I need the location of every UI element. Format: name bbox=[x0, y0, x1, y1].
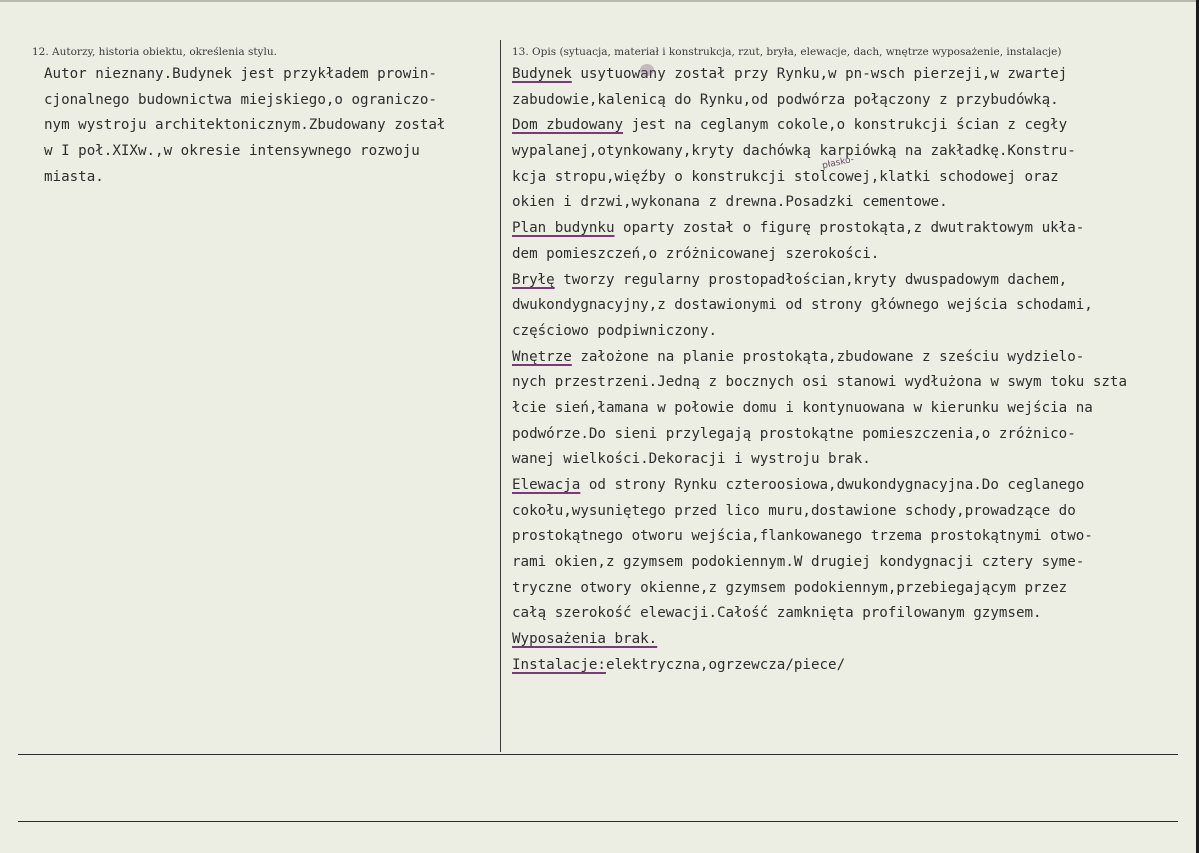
right-line bbox=[512, 165, 1192, 191]
underlined-heading: Budynek bbox=[512, 66, 572, 82]
underlined-heading: Plan budynku bbox=[512, 220, 615, 237]
left-line: Autor nieznany.Budynek jest przykładem prowin- bbox=[44, 66, 437, 82]
right-line bbox=[512, 422, 1192, 448]
right-line bbox=[512, 601, 1192, 627]
right-line bbox=[512, 473, 1192, 499]
horizontal-rule-upper bbox=[18, 754, 1178, 755]
right-line bbox=[512, 216, 1192, 242]
line-text: oparty został o figurę prostokąta,z dwutraktowym ukła- bbox=[614, 220, 1085, 237]
right-line bbox=[512, 627, 1192, 653]
underlined-heading: Wyposażenia brak. bbox=[512, 631, 658, 648]
line-text: zabudowie,kalenicą do Rynku,od podwórza połączony z przybudówką. bbox=[512, 91, 1059, 108]
underlined-heading: Instalacje: bbox=[512, 656, 606, 673]
line-text: od strony Rynku czteroosiowa,dwukondygnacyjna.Do ceglanego bbox=[580, 477, 1085, 493]
line-text: założone na planie prostokąta,zbudowane z sześciu wydzielo- bbox=[571, 348, 1085, 365]
right-line bbox=[512, 113, 1192, 139]
line-text: rami okien,z gzymsem podokiennym.W drugiej kondygnacji cztery syme- bbox=[512, 554, 1085, 571]
right-line bbox=[512, 88, 1192, 114]
line-text: podwórze.Do sieni przylegają prostokątne pomieszczenia,o zróżnico- bbox=[512, 425, 1076, 442]
line-text: elektryczna,ogrzewcza/piece/ bbox=[605, 656, 846, 673]
line-text: dwukondygnacyjny,z dostawionymi od strony głównego wejścia schodami, bbox=[512, 297, 1093, 314]
section-12-text bbox=[44, 62, 496, 190]
left-line: nym wystroju architektonicznym.Zbudowany został bbox=[44, 117, 446, 134]
line-text: prostokątnego otworu wejścia,flankowanego trzema prostokątnymi otwo- bbox=[512, 528, 1093, 545]
right-line bbox=[512, 396, 1192, 422]
line-text: tworzy regularny prostopadłościan,kryty dwuspadowym dachem, bbox=[554, 271, 1068, 288]
underlined-heading: Wnętrze bbox=[512, 348, 572, 365]
line-text: częściowo podpiwniczony. bbox=[512, 322, 717, 339]
right-line bbox=[512, 242, 1192, 268]
right-line bbox=[512, 190, 1192, 216]
line-text: usytuowany został przy Rynku,w pn-wsch pierzeji,w zwartej bbox=[571, 66, 1068, 82]
right-line bbox=[512, 653, 1192, 679]
line-text: nych przestrzeni.Jedną z bocznych osi stanowi wydłużona w swym toku szta bbox=[512, 374, 1127, 391]
ink-smudge bbox=[640, 64, 654, 76]
underlined-heading: Dom zbudowany bbox=[512, 117, 624, 134]
line-text: cokołu,wysuniętego przed lico muru,dostawione schody,prowadzące do bbox=[512, 502, 1076, 519]
line-text: kcja stropu,więźby o konstrukcji stolcowej,klatki schodowej oraz bbox=[512, 168, 1059, 185]
right-line bbox=[512, 499, 1192, 525]
line-text: wanej wielkości.Dekoracji i wystroju brak. bbox=[512, 451, 871, 468]
line-text: dem pomieszczeń,o zróżnicowanej szerokości. bbox=[512, 245, 880, 262]
right-line bbox=[512, 550, 1192, 576]
left-line: miasta. bbox=[44, 168, 104, 185]
right-line bbox=[512, 268, 1192, 294]
line-text: łcie sień,łamana w połowie domu i kontynuowana w kierunku wejścia na bbox=[512, 399, 1093, 416]
section-13-header: 13. Opis (sytuacja, materiał i konstrukcja, rzut, bryła, elewacje, dach, wnętrze wyposażenie, instalacje) bbox=[512, 46, 1062, 58]
top-edge bbox=[0, 0, 1199, 2]
right-line bbox=[512, 293, 1192, 319]
pencil-annotation: płasko- bbox=[821, 154, 855, 172]
line-text: jest na ceglanym cokole,o konstrukcji ścian z cegły bbox=[623, 117, 1068, 134]
column-divider bbox=[500, 40, 501, 752]
underlined-heading: Elewacja bbox=[512, 477, 581, 493]
left-line: cjonalnego budownictwa miejskiego,o ograniczo- bbox=[44, 91, 437, 108]
right-line bbox=[512, 345, 1192, 371]
section-12-header: 12. Autorzy, historia obiektu, określenia stylu. bbox=[32, 46, 277, 58]
underlined-heading: Bryłę bbox=[512, 271, 555, 288]
line-text: tryczne otwory okienne,z gzymsem podokiennym,przebiegającym przez bbox=[512, 579, 1068, 596]
horizontal-rule-lower bbox=[18, 821, 1178, 822]
right-line bbox=[512, 319, 1192, 345]
right-line bbox=[512, 370, 1192, 396]
line-text: okien i drzwi,wykonana z drewna.Posadzki cementowe. bbox=[512, 194, 948, 211]
right-line bbox=[512, 447, 1192, 473]
line-text: całą szerokość elewacji.Całość zamknięta profilowanym gzymsem. bbox=[512, 605, 1042, 622]
right-line bbox=[512, 576, 1192, 602]
right-line bbox=[512, 62, 1192, 88]
right-line bbox=[512, 524, 1192, 550]
left-line: w I poł.XIXw.,w okresie intensywnego rozwoju bbox=[44, 143, 420, 160]
line-text: wypalanej,otynkowany,kryty dachówką karpiówką na zakładkę.Konstru- bbox=[512, 143, 1076, 160]
